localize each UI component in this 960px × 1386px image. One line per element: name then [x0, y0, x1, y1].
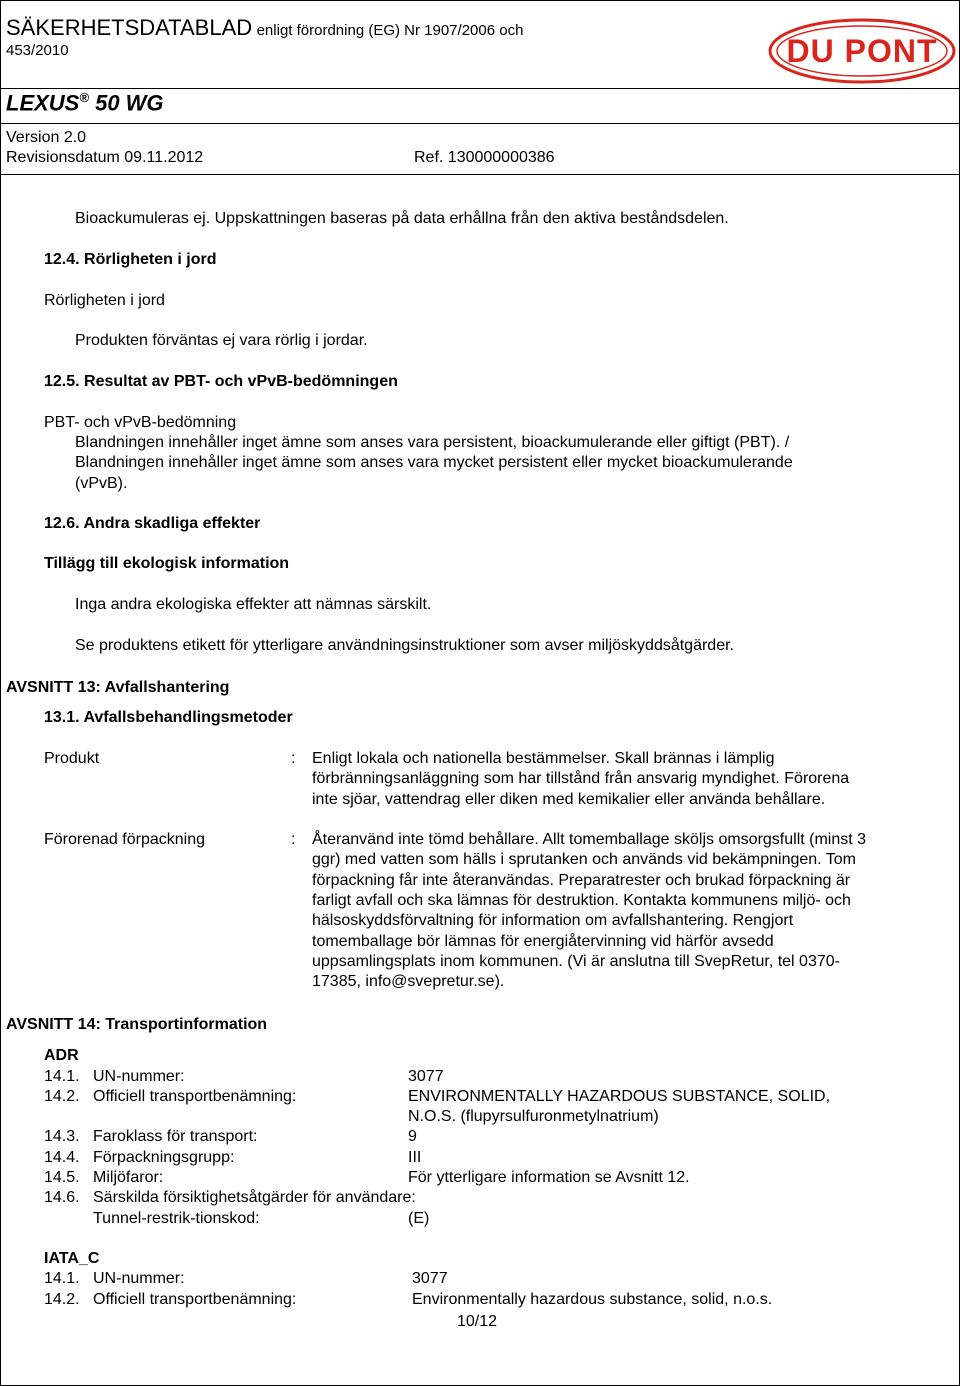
heading-13-1: 13.1. Avfallsbehandlingsmetoder — [44, 709, 293, 726]
mobility-text: Produkten förväntas ej vara rörlig i jordar. — [75, 332, 368, 349]
adr-row-num: 14.4. — [44, 1149, 80, 1166]
waste-packaging-line-3: förpackning får inte återanvändas. Preparatrester och brukad förpackning är — [312, 872, 851, 889]
dupont-logo — [767, 18, 957, 84]
waste-product-line-3: inte sjöar, vattendrag eller diken med kemikalier eller använda behållare. — [312, 791, 826, 808]
waste-product-line-1: Enligt lokala och nationella bestämmelser. Skall brännas i lämplig — [312, 750, 775, 767]
waste-packaging-colon: : — [291, 831, 296, 848]
product-name — [6, 90, 164, 116]
waste-packaging-line-1: Återanvänd inte tömd behållare. Allt tomemballage sköljs omsorgsfullt (minst 3 — [312, 831, 867, 848]
adr-row-label: Miljöfaror: — [93, 1169, 164, 1186]
waste-product-colon: : — [291, 750, 296, 767]
title-regulation-line2: 453/2010 — [6, 42, 69, 59]
adr-row-num: 14.3. — [44, 1128, 80, 1145]
waste-packaging-line-6: tomemballage bör lämnas för energiåtervinning vid härför avsedd — [312, 933, 774, 950]
bioaccumulation-text: Bioackumuleras ej. Uppskattningen baseras på data erhållna från den aktiva beståndsdelen. — [75, 210, 729, 227]
registered-mark: ® — [79, 90, 89, 105]
heading-12-6: 12.6. Andra skadliga effekter — [44, 515, 261, 532]
iata-row-value: 3077 — [412, 1270, 448, 1287]
waste-packaging-line-5: hälsoskyddsförvaltning för information om avfallshantering. Rengjort — [312, 912, 794, 929]
adr-label: ADR — [44, 1047, 79, 1064]
iata-row-label: UN-nummer: — [93, 1270, 185, 1287]
document-title — [6, 15, 523, 41]
adr-row-value: För ytterligare information se Avsnitt 12. — [408, 1169, 690, 1186]
pbt-text-line2: Blandningen innehåller inget ämne som anses vara mycket persistent eller mycket bioackumulerande — [75, 454, 793, 471]
adr-row-value: (E) — [408, 1210, 430, 1227]
mobility-label: Rörligheten i jord — [44, 292, 165, 309]
header-divider-mid — [1, 123, 959, 124]
waste-product-label: Produkt — [44, 750, 100, 767]
adr-row-label: Officiell transportbenämning: — [93, 1088, 297, 1105]
adr-row-value: 3077 — [408, 1068, 444, 1085]
iata-row-num: 14.2. — [44, 1291, 80, 1308]
waste-packaging-line-7: uppsamlingsplats inom kommunen. (Vi är anslutna till SvepRetur, tel 0370- — [312, 953, 840, 970]
adr-row-value: 9 — [408, 1128, 417, 1145]
reference-number: Ref. 130000000386 — [414, 149, 555, 166]
extra-info-line1: Inga andra ekologiska effekter att nämnas särskilt. — [75, 596, 432, 613]
adr-row-value: N.O.S. (flupyrsulfuronmetylnatrium) — [408, 1108, 659, 1125]
adr-row-label: UN-nummer: — [93, 1068, 185, 1085]
revision-date: Revisionsdatum 09.11.2012 — [6, 149, 204, 166]
waste-packaging-line-2: ggr) med vatten som hälls i sprutanken och används vid bekämpningen. Tom — [312, 851, 857, 868]
iata-row-value: Environmentally hazardous substance, solid, n.o.s. — [412, 1291, 773, 1308]
pbt-text-line3: (vPvB). — [75, 475, 128, 492]
pbt-label: PBT- och vPvB-bedömning — [44, 414, 237, 431]
section-13-heading: AVSNITT 13: Avfallshantering — [6, 679, 230, 696]
heading-12-5: 12.5. Resultat av PBT- och vPvB-bedömningen — [44, 373, 398, 390]
waste-packaging-line-8: 17385, info@svepretur.se). — [312, 973, 505, 990]
page-number: 10/12 — [457, 1313, 498, 1330]
header-divider-bottom — [1, 174, 959, 175]
heading-12-4: 12.4. Rörligheten i jord — [44, 251, 217, 268]
waste-product-line-2: förbränningsanläggning som har tillstånd från ansvarig myndighet. Förorena — [312, 770, 850, 787]
extra-info-line2: Se produktens etikett för ytterligare användningsinstruktioner som avser miljöskyddsåtgärder. — [75, 637, 734, 654]
waste-packaging-label: Förorenad förpackning — [44, 831, 205, 848]
iata-row-label: Officiell transportbenämning: — [93, 1291, 297, 1308]
adr-row-num: 14.2. — [44, 1088, 80, 1105]
product-name-suffix: 50 WG — [95, 90, 164, 116]
adr-row-label: Tunnel-restrik-tionskod: — [93, 1210, 260, 1227]
iata-row-num: 14.1. — [44, 1270, 80, 1287]
waste-packaging-line-4: farligt avfall och ska lämnas för destruktion. Kontakta kommunens miljö- och — [312, 892, 851, 909]
extra-info-label: Tillägg till ekologisk information — [44, 555, 290, 572]
adr-row-label: Faroklass för transport: — [93, 1128, 258, 1145]
title-regulation: enligt förordning (EG) Nr 1907/2006 och — [256, 22, 524, 39]
header-divider-top — [1, 88, 959, 89]
adr-row-value: ENVIRONMENTALLY HAZARDOUS SUBSTANCE, SOLID, — [408, 1088, 831, 1105]
adr-row-value: III — [408, 1149, 422, 1166]
product-name-main: LEXUS — [6, 90, 80, 116]
iata-label: IATA_C — [44, 1250, 100, 1267]
adr-row-num: 14.5. — [44, 1169, 80, 1186]
adr-row-num: 14.1. — [44, 1068, 80, 1085]
version: Version 2.0 — [6, 129, 87, 146]
adr-row-label: Förpackningsgrupp: — [93, 1149, 235, 1166]
section-14-heading: AVSNITT 14: Transportinformation — [6, 1016, 268, 1033]
title-main: SÄKERHETSDATABLAD — [6, 15, 253, 40]
pbt-text-line1: Blandningen innehåller inget ämne som anses vara persistent, bioackumulerande eller giftigt (PBT). / — [75, 434, 790, 451]
adr-row-label: Särskilda försiktighetsåtgärder för användare: — [93, 1189, 416, 1206]
logo-text: DU PONT — [786, 33, 938, 69]
adr-row-num: 14.6. — [44, 1189, 80, 1206]
